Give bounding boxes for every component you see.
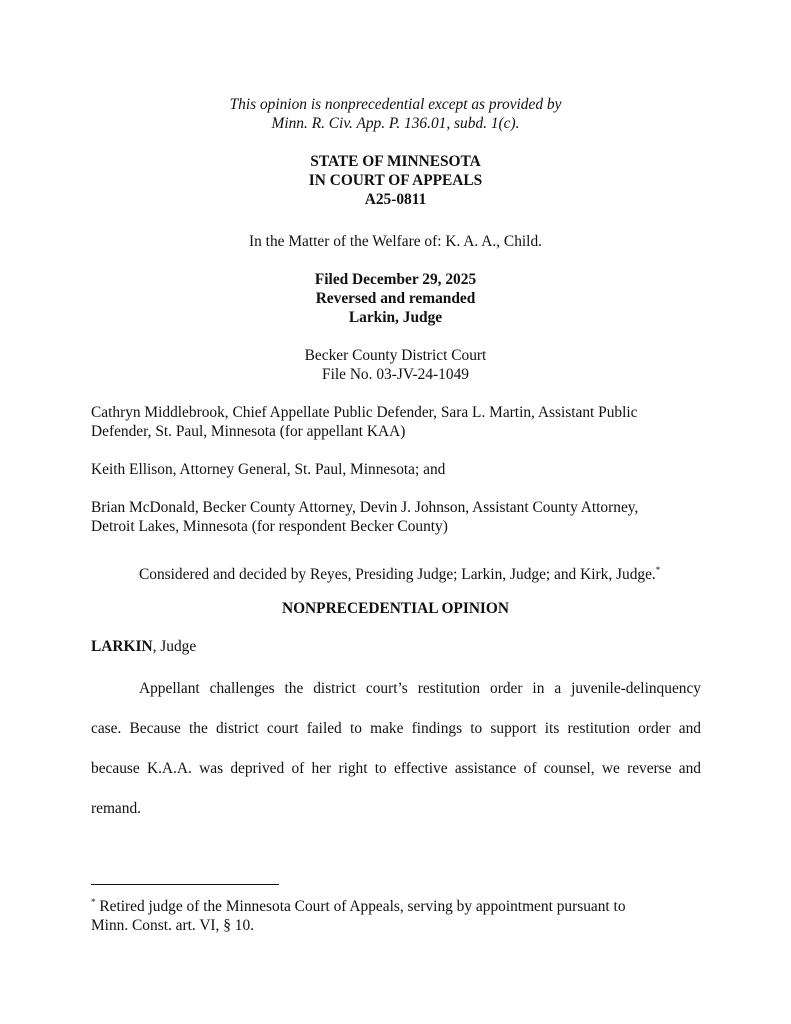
state-name: STATE OF MINNESOTA	[310, 153, 481, 170]
body-line-4: remand.	[91, 800, 141, 817]
author-line	[91, 637, 196, 656]
lower-court-file-number: File No. 03-JV-24-1049	[322, 366, 469, 383]
body-line-1: Appellant challenges the district court’s restitution order in a juvenile-delinquency	[139, 680, 701, 697]
counsel-attorney-general	[91, 460, 701, 479]
panel-statement	[139, 561, 709, 584]
court-name: IN COURT OF APPEALS	[308, 172, 483, 189]
footnote	[91, 893, 701, 935]
footnote-marker: *	[91, 897, 96, 907]
case-caption: In the Matter of the Welfare of: K. A. A., Child.	[249, 233, 542, 250]
counsel-line: Defender, St. Paul, Minnesota (for appellant KAA)	[91, 423, 406, 440]
filing-info	[0, 270, 791, 327]
notice-line-1: This opinion is nonprecedential except as provided by	[229, 96, 562, 113]
counsel-line: Cathryn Middlebrook, Chief Appellate Public Defender, Sara L. Martin, Assistant Public	[91, 404, 638, 421]
nonprecedential-notice	[0, 95, 791, 133]
counsel-respondent	[91, 498, 701, 536]
disposition: Reversed and remanded	[315, 290, 476, 307]
footnote-text: Retired judge of the Minnesota Court of Appeals, serving by appointment pursuant to	[95, 898, 626, 916]
notice-line-2: Minn. R. Civ. App. P. 136.01, subd. 1(c).	[271, 115, 520, 132]
body-line-3: because K.A.A. was deprived of her right to effective assistance of counsel, we reverse and	[91, 760, 701, 777]
opinion-body	[91, 680, 701, 819]
footnote-line-1	[91, 893, 701, 916]
opinion-heading: NONPRECEDENTIAL OPINION	[281, 600, 510, 617]
footnote-line-2: Minn. Const. art. VI, § 10.	[91, 917, 255, 935]
counsel-line: Brian McDonald, Becker County Attorney, Devin J. Johnson, Assistant County Attorney,	[91, 499, 639, 516]
lower-court-info	[0, 346, 791, 384]
docket-number: A25-0811	[364, 191, 427, 208]
counsel-appellant	[91, 403, 701, 441]
author-name: LARKIN	[91, 638, 153, 655]
filed-date: Filed December 29, 2025	[314, 271, 477, 288]
lower-court-name: Becker County District Court	[304, 347, 487, 364]
counsel-line: Keith Ellison, Attorney General, St. Paul, Minnesota; and	[91, 461, 446, 478]
panel-text: Considered and decided by Reyes, Presiding Judge; Larkin, Judge; and Kirk, Judge.	[139, 566, 656, 584]
court-header	[0, 152, 791, 209]
footnote-reference[interactable]: *	[655, 565, 661, 575]
authoring-judge: Larkin, Judge	[348, 309, 443, 326]
footnote-divider	[91, 884, 279, 885]
author-title: , Judge	[152, 638, 197, 655]
body-line-2: case. Because the district court failed to make findings to support its restitution order and	[91, 720, 701, 737]
counsel-line: Detroit Lakes, Minnesota (for respondent Becker County)	[91, 518, 448, 535]
